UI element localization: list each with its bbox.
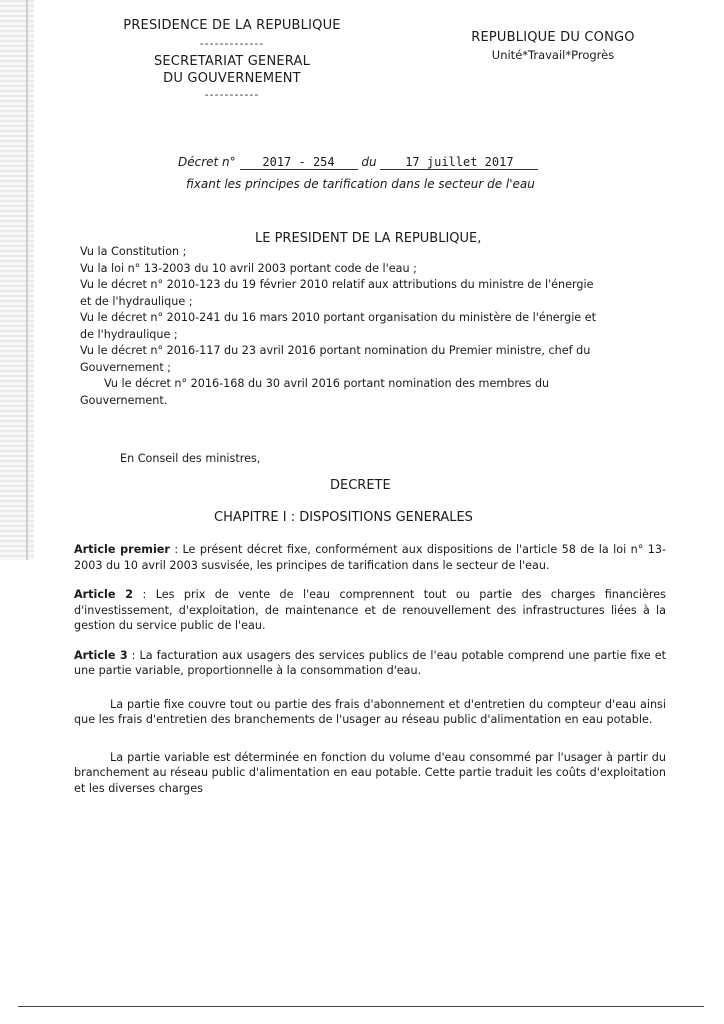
header-right bbox=[448, 30, 658, 62]
president-title: LE PRESIDENT DE LA REPUBLIQUE, bbox=[255, 231, 482, 246]
paragraph-partie-variable: La partie variable est déterminée en fonction du volume d'eau consommé par l'usager à partir du branchement au réseau public d'alimentation en eau potable. Cette partie traduit les coûts d'exploitation et les diverses charges bbox=[74, 750, 666, 795]
chapter-heading: CHAPITRE I : DISPOSITIONS GENERALES bbox=[214, 510, 473, 525]
article-label: Article premier bbox=[74, 543, 170, 556]
article-2 bbox=[74, 587, 666, 634]
article-label: Article 2 bbox=[74, 588, 133, 601]
decree-number: 2017 - 254 bbox=[240, 155, 358, 170]
article-3 bbox=[74, 648, 666, 679]
visa-line: de l'hydraulique ; bbox=[80, 327, 178, 341]
decree-du: du bbox=[361, 155, 377, 169]
visa-line: Vu le décret n° 2016-117 du 23 avril 2016 portant nomination du Premier ministre, chef du bbox=[80, 344, 591, 357]
article-text: : Les prix de vente de l'eau comprennent tout ou partie des charges financières d'investissement, d'exploitation, de maintenance et de renouvellement des infrastructures liées à la gestion du service public de l'eau. bbox=[74, 588, 666, 632]
scan-edge-artifact bbox=[0, 0, 34, 560]
presidence-label: PRESIDENCE DE LA REPUBLIQUE bbox=[123, 18, 341, 33]
article-text: : La facturation aux usagers des services publics de l'eau potable comprend une partie fixe et une partie variable, proportionnelle à la consommation d'eau. bbox=[74, 648, 666, 677]
visa-line: Vu la Constitution ; bbox=[80, 245, 187, 258]
decree-prefix: Décret n° bbox=[178, 155, 236, 169]
gouvernement-label: DU GOUVERNEMENT bbox=[163, 71, 301, 86]
paragraph-partie-fixe: La partie fixe couvre tout ou partie des frais d'abonnement et d'entretien du compteur d'eau ainsi que les frais d'entretien des branchements de l'usager au réseau public d'alimentation en eau potable. bbox=[74, 697, 666, 726]
article-text: : Le présent décret fixe, conformément aux dispositions de l'article 58 de la loi n° 13-2003 du 10 avril 2003 susvisée, les principes de tarification dans le secteur de l'eau. bbox=[74, 543, 666, 572]
visa-line: Vu le décret n° 2010-241 du 16 mars 2010 portant organisation du ministère de l'énergie et bbox=[80, 311, 597, 324]
header-left bbox=[112, 18, 352, 101]
decree-subject: fixant les principes de tarification dans le secteur de l'eau bbox=[186, 177, 535, 191]
visa-line: Vu la loi n° 13-2003 du 10 avril 2003 portant code de l'eau ; bbox=[80, 261, 417, 275]
visa-line: Vu le décret n° 2010-123 du 19 février 2010 relatif aux attributions du ministre de l'énergie bbox=[80, 278, 594, 291]
visas-list bbox=[80, 244, 660, 409]
decrete-heading: DECRETE bbox=[330, 478, 391, 493]
motto-label: Unité*Travail*Progrès bbox=[491, 48, 615, 62]
secretariat-label: SECRETARIAT GENERAL bbox=[153, 54, 311, 69]
articles-section bbox=[74, 542, 666, 810]
visa-line: Vu le décret n° 2016-168 du 30 avril 2016 portant nomination des membres du bbox=[104, 377, 550, 390]
header-left-separator-1: ------------- bbox=[199, 37, 265, 50]
article-label: Article 3 bbox=[74, 648, 128, 662]
footer-rule bbox=[18, 1006, 704, 1007]
decree-date: 17 juillet 2017 bbox=[380, 155, 538, 170]
republique-label: REPUBLIQUE DU CONGO bbox=[471, 30, 635, 45]
decree-heading bbox=[178, 155, 598, 170]
visa-line: Gouvernement ; bbox=[80, 360, 172, 374]
article-premier bbox=[74, 542, 666, 573]
visa-line: Gouvernement. bbox=[80, 393, 168, 407]
header-left-separator-2: ----------- bbox=[204, 88, 260, 101]
visa-line: et de l'hydraulique ; bbox=[80, 294, 193, 308]
conseil-line: En Conseil des ministres, bbox=[120, 452, 261, 465]
